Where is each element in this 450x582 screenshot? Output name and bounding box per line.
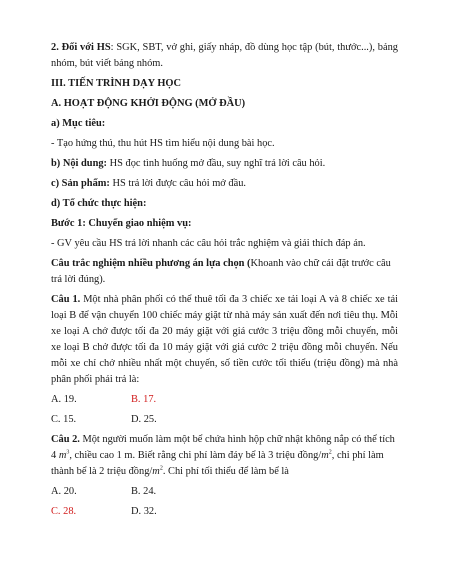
student-materials	[51, 40, 398, 72]
question-2-option-a[interactable]: A. 20.	[51, 486, 77, 497]
question-1-options-row-2	[51, 412, 398, 428]
question-1-option-b[interactable]: B. 17.	[131, 394, 157, 405]
product-label: c) Sản phẩm:	[51, 178, 110, 189]
content-label: b) Nội dung:	[51, 158, 108, 169]
question-2-option-d[interactable]: D. 32.	[131, 506, 157, 517]
document-page	[51, 40, 398, 524]
section-heading-iii: III. TIẾN TRÌNH DẠY HỌC	[51, 78, 182, 89]
product-line	[51, 176, 398, 192]
mcq-heading	[51, 256, 398, 288]
question-1-text: Một nhà phân phối có thể thuê tối đa 3 chiếc xe tải loại A và 8 chiếc xe tải loại B để vận chuyển 100 chiếc máy giặt từ nhà máy sản xuất đến nơi tiêu thụ. Mỗi xe loại A chở được tối đa 20 máy giặt với giá cước 3 triệu đồng mỗi chuyến, mỗi xe loại B chở được tối đa 10 máy giặt với giá cước 2 triệu đồng mỗi chuyến. Nếu mỗi xe chỉ chở nhiều nhất một chuyến, số tiền cước tối thiểu (triệu đồng) mà nhà phân phối phải trả là:	[51, 294, 398, 385]
question-2: Câu 2. Một người muốn làm một bể chứa hình hộp chữ nhật không nắp có thể tích 4 $m^3$, chiều cao 1 m. Biết rằng chi phí làm đáy bể là 3 triệu đồng/$m^2$, chi phí làm thành bể là 2 triệu đồng/$m^2$. Chi phí tối thiểu để làm bể là	[51, 434, 395, 477]
content-text: HS đọc tình huống mở đầu, suy nghĩ trả lời câu hỏi.	[107, 158, 326, 169]
question-2-options-row-2	[51, 504, 398, 520]
question-2-options-row-1	[51, 484, 398, 500]
step1-text: - GV yêu cầu HS trả lời nhanh các câu hỏi trắc nghiệm và giải thích đáp án.	[51, 238, 366, 249]
objective-label: a) Mục tiêu:	[51, 118, 106, 129]
product-text: HS trả lời được câu hỏi mở đầu.	[109, 178, 246, 189]
question-1-option-c[interactable]: C. 15.	[51, 414, 77, 425]
student-materials-text: : SGK, SBT, vở ghi, giấy nháp, đồ dùng học tập (bút, thước...), bảng nhóm, bút viết bảng nhóm.	[51, 42, 399, 69]
question-2-option-b[interactable]: B. 24.	[131, 486, 157, 497]
question-1-options-row-1	[51, 392, 398, 408]
unit-m: m	[58, 450, 67, 461]
question-2-option-c[interactable]: C. 28.	[51, 506, 77, 517]
mcq-heading-rest: Khoanh vào chữ cái đặt trước câu trả lời đúng).	[51, 258, 391, 285]
question-1-label: Câu 1.	[51, 294, 81, 305]
question-2-label: Câu 2.	[51, 434, 80, 445]
content-line	[51, 156, 398, 172]
question-1-option-d[interactable]: D. 25.	[131, 414, 157, 425]
organization-label: d) Tổ chức thực hiện:	[51, 198, 147, 209]
objective-text: - Tạo hứng thú, thu hút HS tìm hiểu nội dung bài học.	[51, 138, 275, 149]
section-heading-a: A. HOẠT ĐỘNG KHỞI ĐỘNG (MỞ ĐẦU)	[51, 98, 246, 109]
step1-label: Bước 1: Chuyển giao nhiệm vụ:	[51, 218, 192, 229]
mcq-heading-bold: Câu trắc nghiệm nhiều phương án lựa chọn (	[51, 258, 251, 269]
question-1-option-a[interactable]: A. 19.	[51, 394, 77, 405]
question-1	[51, 292, 398, 388]
student-materials-label: 2. Đối với HS	[51, 42, 111, 53]
